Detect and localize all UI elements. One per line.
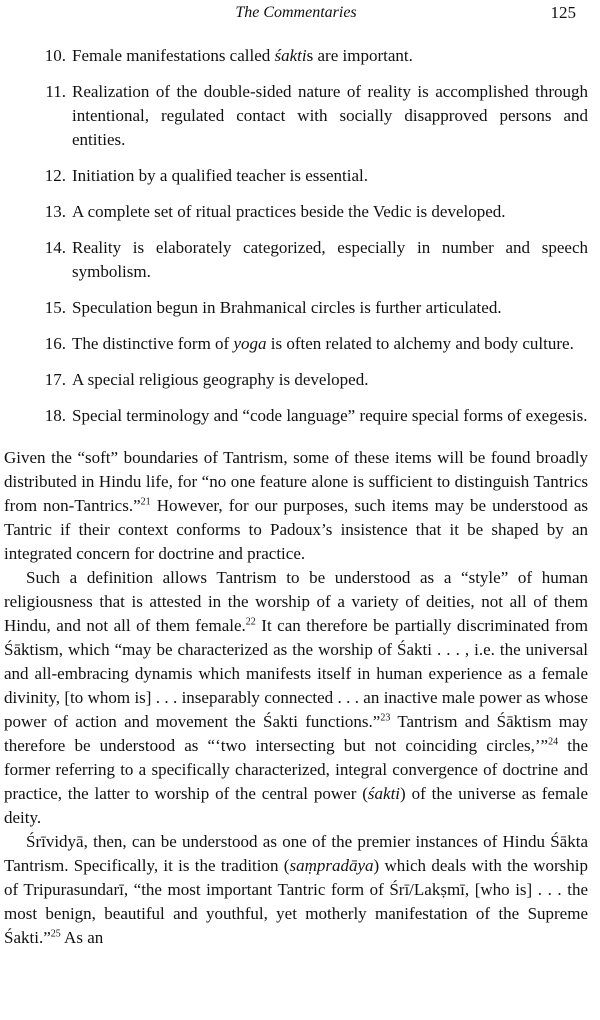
page-number: 125 <box>550 3 576 22</box>
list-item-number: 14. <box>44 238 66 257</box>
list-item <box>4 200 588 224</box>
list-item <box>4 164 588 188</box>
list-item <box>4 236 588 284</box>
footnote-ref: 25 <box>50 928 61 940</box>
list-item-number: 16. <box>44 334 66 353</box>
paragraph: Such a definition allows Tantrism to be understood as a “style” of human religiousness that is attested in the worship of a variety of deities, not all of them Hindu, and not all of them female.$^{22}$ It can therefore be partially discriminated from Śāktism, which “may be characterized as the worship of Śakti . . . , i.e. the universal and all-embracing dynamis which manifests itself in human experience as a female divinity, [to whom is] . . . inseparably connected . . . an inactive male power as whose power of action and movement the Śakti functions.”$^{23}$ Tantrism and Śāktism may therefore be understood as “‘two intersecting but not coinciding circles,’”$^{24}$ the former referring to a specifically characterized, integral convergence of doctrine and practice, the latter to worship of the central power (śakti) of the universe as female deity. <box>4 568 588 827</box>
list-item-text: Special terminology and “code language” require special forms of exegesis. <box>72 406 588 425</box>
list-item-number: 18. <box>44 406 66 425</box>
list-item-text: Female manifestations called śaktis are important. <box>72 46 413 65</box>
numbered-list <box>4 44 588 428</box>
footnote-ref: 22 <box>245 616 256 628</box>
italic-term: saṃpradāya <box>289 856 374 875</box>
list-item <box>4 332 588 356</box>
list-item-text: A complete set of ritual practices beside the Vedic is developed. <box>72 202 506 221</box>
paragraph: Śrīvidyā, then, can be understood as one of the premier instances of Hindu Śākta Tantrism. Specifically, it is the tradition (saṃpradāya) which deals with the worship of Tripurasundarī, “the most important Tantric form of Śrī/Lakṣmī, [who is] . . . the most benign, beautiful and youthful, yet motherly manifestation of the Supreme Śakti.”$^{25}$ As an <box>4 832 588 947</box>
list-item-text: Realization of the double-sided nature of reality is accomplished through intentional, regulated contact with socially disapproved persons and entities. <box>72 82 588 149</box>
list-item-text: Initiation by a qualified teacher is essential. <box>72 166 368 185</box>
running-title: The Commentaries <box>235 4 357 21</box>
list-item-number: 15. <box>44 298 66 317</box>
list-item-number: 10. <box>44 46 66 65</box>
paragraph: Given the “soft” boundaries of Tantrism, some of these items will be found broadly distributed in Hindu life, for “no one feature alone is sufficient to distinguish Tantrics from non-Tantrics.”$^{21}$ However, for our purposes, such items may be understood as Tantric if their context conforms to Padoux’s insistence that it be shaped by an integrated concern for doctrine and practice. <box>4 448 589 563</box>
body-text <box>4 446 588 950</box>
list-item-text: Reality is elaborately categorized, especially in number and speech symbolism. <box>72 238 588 281</box>
footnote-ref: 21 <box>140 496 151 508</box>
list-item <box>4 368 588 392</box>
list-item-text: The distinctive form of yoga is often related to alchemy and body culture. <box>72 334 574 353</box>
list-item-text: A special religious geography is developed. <box>72 370 369 389</box>
list-item-number: 17. <box>44 370 66 389</box>
running-head <box>4 0 588 26</box>
list-item-number: 11. <box>45 82 66 101</box>
list-item <box>4 44 588 68</box>
italic-term: yoga <box>233 334 267 353</box>
list-item <box>4 296 588 320</box>
footnote-ref: 24 <box>548 736 559 748</box>
italic-term: śakti <box>274 46 307 65</box>
list-item-number: 12. <box>44 166 66 185</box>
list-item-text: Speculation begun in Brahmanical circles is further articulated. <box>72 298 502 317</box>
list-item-number: 13. <box>44 202 66 221</box>
list-item <box>4 80 588 152</box>
italic-term: śakti <box>367 784 401 803</box>
list-item <box>4 404 588 428</box>
footnote-ref: 23 <box>380 712 391 724</box>
